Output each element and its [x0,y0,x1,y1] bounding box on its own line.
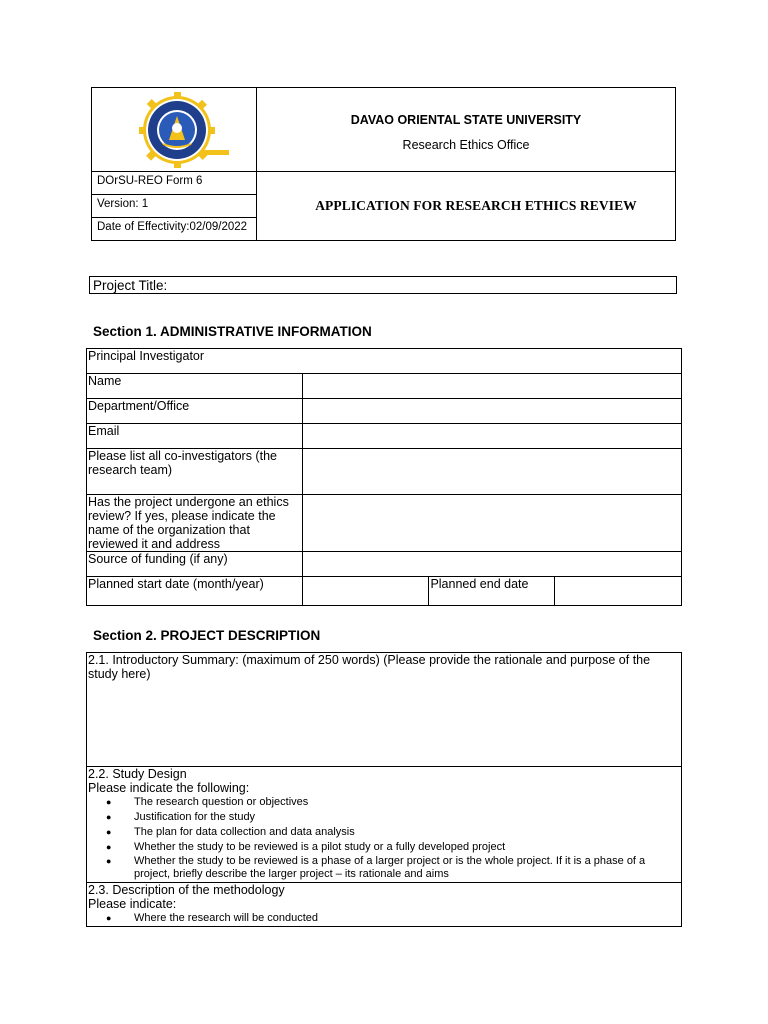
project-description-table [86,652,682,927]
form-version: Version: 1 [92,195,257,218]
start-date-field[interactable] [302,577,429,606]
form-number: DOrSU-REO Form 6 [92,172,257,195]
email-field[interactable] [302,424,681,449]
study-design-title: 2.2. Study Design [88,767,187,781]
study-design-field[interactable] [87,767,682,883]
form-header [91,87,676,241]
introductory-summary-field[interactable] [87,653,682,767]
department-label: Department/Office [87,399,303,424]
co-investigators-label: Please list all co-investigators (the research team) [87,449,303,495]
co-investigators-field[interactable] [302,449,681,495]
form-effectivity: Date of Effectivity:02/09/2022 [92,218,257,241]
funding-field[interactable] [302,552,681,577]
ethics-review-label: Has the project undergone an ethics review? If yes, please indicate the name of the organization that reviewed it and address [87,495,303,552]
study-design-intro: Please indicate the following: [88,781,250,795]
section1-heading: Section 1. ADMINISTRATIVE INFORMATION [93,324,372,339]
methodology-list [88,911,681,926]
end-date-field[interactable] [555,577,682,606]
list-item: ● Whether the study to be reviewed is a pilot study or a fully developed project [106,841,506,853]
list-item: ● Whether the study to be reviewed is a phase of a larger project or is the whole project. If it is a phase of a project, briefly describe the larger project – its rationale and aims [106,855,646,880]
administrative-info-table [86,348,682,606]
study-design-list [88,795,681,881]
ethics-review-field[interactable] [302,495,681,552]
office-name: Research Ethics Office [402,138,530,152]
end-date-label: Planned end date [429,577,555,606]
department-field[interactable] [302,399,681,424]
logo-cell [92,88,257,172]
name-field[interactable] [302,374,681,399]
project-title-field[interactable] [89,276,677,294]
funding-label: Source of funding (if any) [87,552,303,577]
form-title: APPLICATION FOR RESEARCH ETHICS REVIEW [257,172,676,241]
name-label: Name [87,374,303,399]
list-item: ● Justification for the study [106,811,256,823]
introductory-summary-label: 2.1. Introductory Summary: (maximum of 250 words) (Please provide the rationale and purpose of the study here) [88,653,651,681]
methodology-field[interactable] [87,883,682,927]
list-item: ● The research question or objectives [106,796,309,808]
email-label: Email [87,424,303,449]
methodology-intro: Please indicate: [88,897,177,911]
university-name: DAVAO ORIENTAL STATE UNIVERSITY [350,113,582,127]
university-seal-icon [129,92,229,168]
start-date-label: Planned start date (month/year) [87,577,303,606]
list-item: ● The plan for data collection and data analysis [106,826,355,838]
methodology-title: 2.3. Description of the methodology [88,883,285,897]
university-cell [257,88,676,172]
principal-investigator-label: Principal Investigator [87,349,682,374]
project-title-label: Project Title: [93,278,168,293]
section2-heading: Section 2. PROJECT DESCRIPTION [93,628,321,643]
list-item: ● Where the research will be conducted [106,912,319,924]
